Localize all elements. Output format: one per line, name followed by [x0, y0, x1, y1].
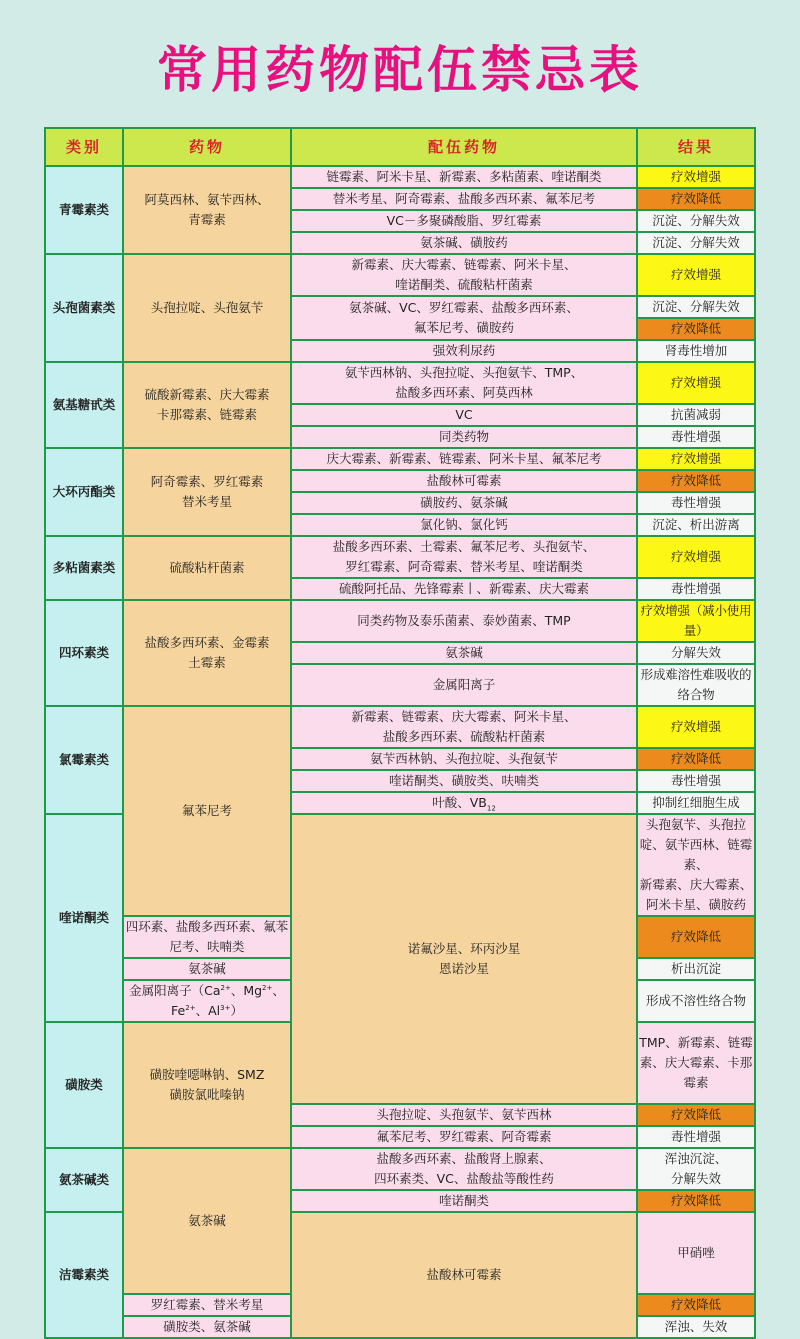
combo-cell: [291, 578, 637, 600]
drug-name: 替米考星: [181, 494, 232, 509]
combo-cell: [291, 748, 637, 770]
combo-text: 新霉素、庆大霉素、链霉素、阿米卡星、: [351, 257, 577, 272]
combo-cell: [291, 296, 637, 340]
result-cell: [637, 492, 755, 514]
combo-cell: [123, 1316, 291, 1338]
result-text: 疗效降低: [670, 1193, 721, 1208]
result-cell: [637, 362, 755, 404]
result-cell: [637, 1190, 755, 1212]
combo-text: 磺胺药、氨茶碱: [420, 495, 508, 510]
result-cell: [637, 514, 755, 536]
combo-cell: [291, 1148, 637, 1190]
header-result: 结果: [637, 128, 755, 166]
result-cell: [637, 426, 755, 448]
combo-cell: [291, 642, 637, 664]
table-row: [45, 1148, 755, 1190]
combo-cell: [291, 470, 637, 492]
drug-name: 氟苯尼考: [181, 803, 232, 818]
combo-text: 新霉素、庆大霉素、阿米卡星、磺胺药: [639, 877, 753, 912]
result-cell: [637, 404, 755, 426]
drug-name: 阿奇霉素、罗红霉素: [150, 474, 264, 489]
combo-cell: [291, 1104, 637, 1126]
category-cell: 大环丙酯类: [45, 448, 123, 536]
header-category: 类别: [45, 128, 123, 166]
result-text: 疗效增强: [670, 451, 721, 466]
combo-cell: [291, 770, 637, 792]
header-row: [45, 128, 755, 166]
result-text: 分解失效: [670, 1171, 721, 1186]
result-cell: [637, 792, 755, 814]
combo-cell: [291, 1126, 637, 1148]
combo-text: 替米考星、阿奇霉素、盐酸多西环素、氟苯尼考: [332, 191, 596, 206]
result-cell: [637, 210, 755, 232]
result-text: 毒性增强: [670, 773, 721, 788]
combo-text: 金属阳离子（$Ca^{2+}$、$Mg^{2+}$、$Fe^{2+}$、$Al^{3+}$）: [129, 983, 285, 1018]
drug-cell: [291, 1212, 637, 1338]
category-cell: 头孢菌素类: [45, 254, 123, 362]
result-text: 浑浊沉淀、: [664, 1151, 728, 1166]
combo-cell: [291, 792, 637, 814]
result-text: 疗效降低: [670, 473, 721, 488]
combo-text: 盐酸多西环素、阿莫西林: [395, 385, 533, 400]
result-text: 疗效降低: [670, 321, 721, 336]
combo-cell: [637, 814, 755, 916]
combo-text: 四环素类、VC、盐酸盐等酸性药: [374, 1171, 554, 1186]
combo-cell: [291, 600, 637, 642]
result-cell: [637, 980, 755, 1022]
combo-cell: [291, 536, 637, 578]
combo-text: 氟苯尼考、罗红霉素、阿奇霉素: [376, 1129, 552, 1144]
category-cell: 喹诺酮类: [45, 814, 123, 1022]
combo-text: 同类药物: [438, 429, 489, 444]
combo-cell: [291, 492, 637, 514]
result-text: 疗效增强（减小使用量）: [640, 603, 752, 638]
result-text: 疗效降低: [670, 1297, 721, 1312]
drug-name: 硫酸新霉素、庆大霉素: [144, 387, 270, 402]
combo-cell: [637, 1212, 755, 1294]
combo-text: 氟苯尼考、磺胺药: [413, 320, 514, 335]
combo-text: 甲硝唑: [677, 1245, 715, 1260]
result-cell: [637, 1148, 755, 1190]
result-text: 析出沉淀: [670, 961, 721, 976]
result-cell: [637, 748, 755, 770]
result-cell: [637, 296, 755, 318]
combo-text: 喹诺酮类、磺胺类、呋喃类: [388, 773, 539, 788]
combo-text: 氨苄西林钠、头孢拉啶、头孢氨苄: [370, 751, 558, 766]
combo-cell: [291, 404, 637, 426]
result-text: 肾毒性增加: [664, 343, 728, 358]
result-text: 沉淀、分解失效: [652, 235, 740, 250]
table-row: [45, 706, 755, 748]
drug-cell: [123, 166, 291, 254]
result-text: 毒性增强: [670, 581, 721, 596]
combo-text: 喹诺酮类: [438, 1193, 489, 1208]
result-text: 浑浊、失效: [664, 1319, 728, 1334]
combo-text: 氨茶碱、VC、罗红霉素、盐酸多西环素、: [349, 300, 579, 315]
combo-text: 氨苄西林钠、头孢拉啶、头孢氨苄、TMP、: [344, 365, 584, 380]
drug-name: 氨茶碱: [188, 1213, 226, 1228]
drug-name: 盐酸多西环素、金霉素: [144, 635, 270, 650]
drug-name: 恩诺沙星: [438, 961, 489, 976]
page-title: 常用药物配伍禁忌表: [157, 41, 643, 99]
combo-text: 头孢拉啶、头孢氨苄、氨苄西林: [376, 1107, 552, 1122]
result-text: 疗效增强: [670, 169, 721, 184]
combo-cell: [291, 706, 637, 748]
result-text: 疗效增强: [670, 549, 721, 564]
drug-cell: [123, 362, 291, 448]
combo-text: 氯化钠、氯化钙: [420, 517, 508, 532]
combo-cell: [291, 254, 637, 296]
combo-text: 硫酸阿托品、先锋霉素丨、新霉素、庆大霉素: [338, 581, 589, 596]
compatibility-table: [44, 127, 756, 1339]
drug-name: 头孢拉啶、头孢氨苄: [150, 300, 264, 315]
result-cell: [637, 958, 755, 980]
combo-text: 四环素、盐酸多西环素、氟苯尼考、呋喃类: [125, 919, 289, 954]
drug-cell: [123, 600, 291, 706]
category-cell: 氨基糖甙类: [45, 362, 123, 448]
combo-text: 盐酸多西环素、硫酸粘杆菌素: [382, 729, 546, 744]
result-cell: [637, 1126, 755, 1148]
combo-text: 氨茶碱: [445, 645, 483, 660]
combo-text: 盐酸林可霉素: [426, 473, 502, 488]
drug-name: 土霉素: [188, 655, 226, 670]
result-text: 疗效降低: [670, 1107, 721, 1122]
drug-name: 诺氟沙星、环丙沙星: [407, 941, 521, 956]
result-text: 沉淀、分解失效: [652, 299, 740, 314]
result-text: 抗菌减弱: [670, 407, 721, 422]
combo-cell: [291, 514, 637, 536]
combo-cell: [291, 1190, 637, 1212]
combo-cell: [123, 958, 291, 980]
combo-cell: [291, 232, 637, 254]
combo-text: 盐酸多西环素、土霉素、氟苯尼考、头孢氨苄、: [332, 539, 596, 554]
header-combo: 配伍药物: [291, 128, 637, 166]
combo-text: 喹诺酮类、硫酸粘杆菌素: [395, 277, 533, 292]
category-cell: 四环素类: [45, 600, 123, 706]
result-cell: [637, 448, 755, 470]
drug-name: 青霉素: [188, 212, 226, 227]
result-cell: [637, 600, 755, 642]
category-cell: 氨茶碱类: [45, 1148, 123, 1212]
result-text: 疗效增强: [670, 375, 721, 390]
result-text: 分解失效: [670, 645, 721, 660]
drug-name: 磺胺氯吡嗪钠: [169, 1087, 245, 1102]
result-cell: [637, 916, 755, 958]
result-text: 疗效增强: [670, 719, 721, 734]
combo-text: 叶酸、$VB_{12}$: [432, 795, 496, 813]
result-cell: [637, 578, 755, 600]
combo-cell: [291, 188, 637, 210]
combo-text: VC－多聚磷酸脂、罗红霉素: [386, 213, 542, 228]
result-text: 疗效增强: [670, 267, 721, 282]
category-cell: 磺胺类: [45, 1022, 123, 1148]
drug-cell: [123, 1148, 291, 1294]
combo-cell: [123, 916, 291, 958]
result-cell: [637, 188, 755, 210]
combo-text: 链霉素、阿米卡星、新霉素、多粘菌素、喹诺酮类: [326, 169, 602, 184]
combo-text: 头孢氨苄、头孢拉啶、氨苄西林、链霉素、: [639, 817, 753, 872]
header-drug: 药物: [123, 128, 291, 166]
result-cell: [637, 1104, 755, 1126]
result-text: 毒性增强: [670, 495, 721, 510]
combo-cell: [291, 166, 637, 188]
combo-text: 金属阳离子: [432, 677, 496, 692]
drug-cell: [123, 448, 291, 536]
table-row: [45, 166, 755, 188]
result-cell: [637, 706, 755, 748]
result-cell: [637, 340, 755, 362]
drug-name: 盐酸林可霉素: [426, 1267, 502, 1282]
result-cell: [637, 536, 755, 578]
combo-text: 盐酸多西环素、盐酸肾上腺素、: [376, 1151, 552, 1166]
result-text: 形成不溶性络合物: [645, 993, 746, 1008]
drug-name: 卡那霉素、链霉素: [156, 407, 257, 422]
drug-cell: [123, 1022, 291, 1148]
drug-name: 硫酸粘杆菌素: [169, 560, 245, 575]
drug-cell: [123, 254, 291, 362]
combo-cell: [291, 426, 637, 448]
result-cell: [637, 166, 755, 188]
combo-text: 强效利尿药: [432, 343, 496, 358]
result-cell: [637, 254, 755, 296]
combo-cell: [291, 210, 637, 232]
drug-cell: [291, 814, 637, 1104]
combo-cell: [637, 1022, 755, 1104]
result-cell: [637, 664, 755, 706]
result-cell: [637, 318, 755, 340]
combo-text: 新霉素、链霉素、庆大霉素、阿米卡星、: [351, 709, 577, 724]
result-text: 毒性增强: [670, 429, 721, 444]
drug-cell: [123, 536, 291, 600]
combo-cell: [123, 1294, 291, 1316]
combo-text: 磺胺类、氨茶碱: [163, 1319, 251, 1334]
result-cell: [637, 770, 755, 792]
category-cell: 洁霉素类: [45, 1212, 123, 1338]
drug-name: 磺胺喹噁啉钠、SMZ: [149, 1067, 265, 1082]
combo-text: 氨茶碱、磺胺药: [420, 235, 508, 250]
table-row: [45, 536, 755, 578]
table-row: [45, 254, 755, 296]
combo-text: VC: [455, 407, 473, 422]
combo-cell: [291, 664, 637, 706]
combo-text: 罗红霉素、阿奇霉素、替米考星、喹诺酮类: [345, 559, 583, 574]
result-cell: [637, 1294, 755, 1316]
result-text: 疗效降低: [670, 929, 721, 944]
combo-text: 氨茶碱: [188, 961, 226, 976]
category-cell: 青霉素类: [45, 166, 123, 254]
combo-cell: [291, 362, 637, 404]
combo-text: TMP、新霉素、链霉素、庆大霉素、卡那霉素: [639, 1035, 753, 1090]
result-text: 形成难溶性难吸收的络合物: [640, 667, 752, 702]
combo-cell: [123, 980, 291, 1022]
result-cell: [637, 642, 755, 664]
table-row: [45, 600, 755, 642]
category-cell: 多粘菌素类: [45, 536, 123, 600]
table-row: [45, 448, 755, 470]
table-row: [45, 362, 755, 404]
drug-name: 阿莫西林、氨苄西林、: [144, 192, 270, 207]
category-cell: 氯霉素类: [45, 706, 123, 814]
result-text: 沉淀、析出游离: [652, 517, 740, 532]
result-cell: [637, 1316, 755, 1338]
result-text: 沉淀、分解失效: [652, 213, 740, 228]
combo-cell: [291, 448, 637, 470]
result-cell: [637, 470, 755, 492]
result-text: 疗效降低: [670, 191, 721, 206]
result-text: 疗效降低: [670, 751, 721, 766]
combo-cell: [291, 340, 637, 362]
table-body: [45, 166, 755, 1338]
result-text: 抑制红细胞生成: [652, 795, 740, 810]
result-cell: [637, 232, 755, 254]
drug-cell: [123, 706, 291, 916]
combo-text: 罗红霉素、替米考星: [150, 1297, 264, 1312]
combo-text: 同类药物及泰乐菌素、泰妙菌素、TMP: [357, 613, 571, 628]
result-text: 毒性增强: [670, 1129, 721, 1144]
combo-text: 庆大霉素、新霉素、链霉素、阿米卡星、氟苯尼考: [326, 451, 602, 466]
